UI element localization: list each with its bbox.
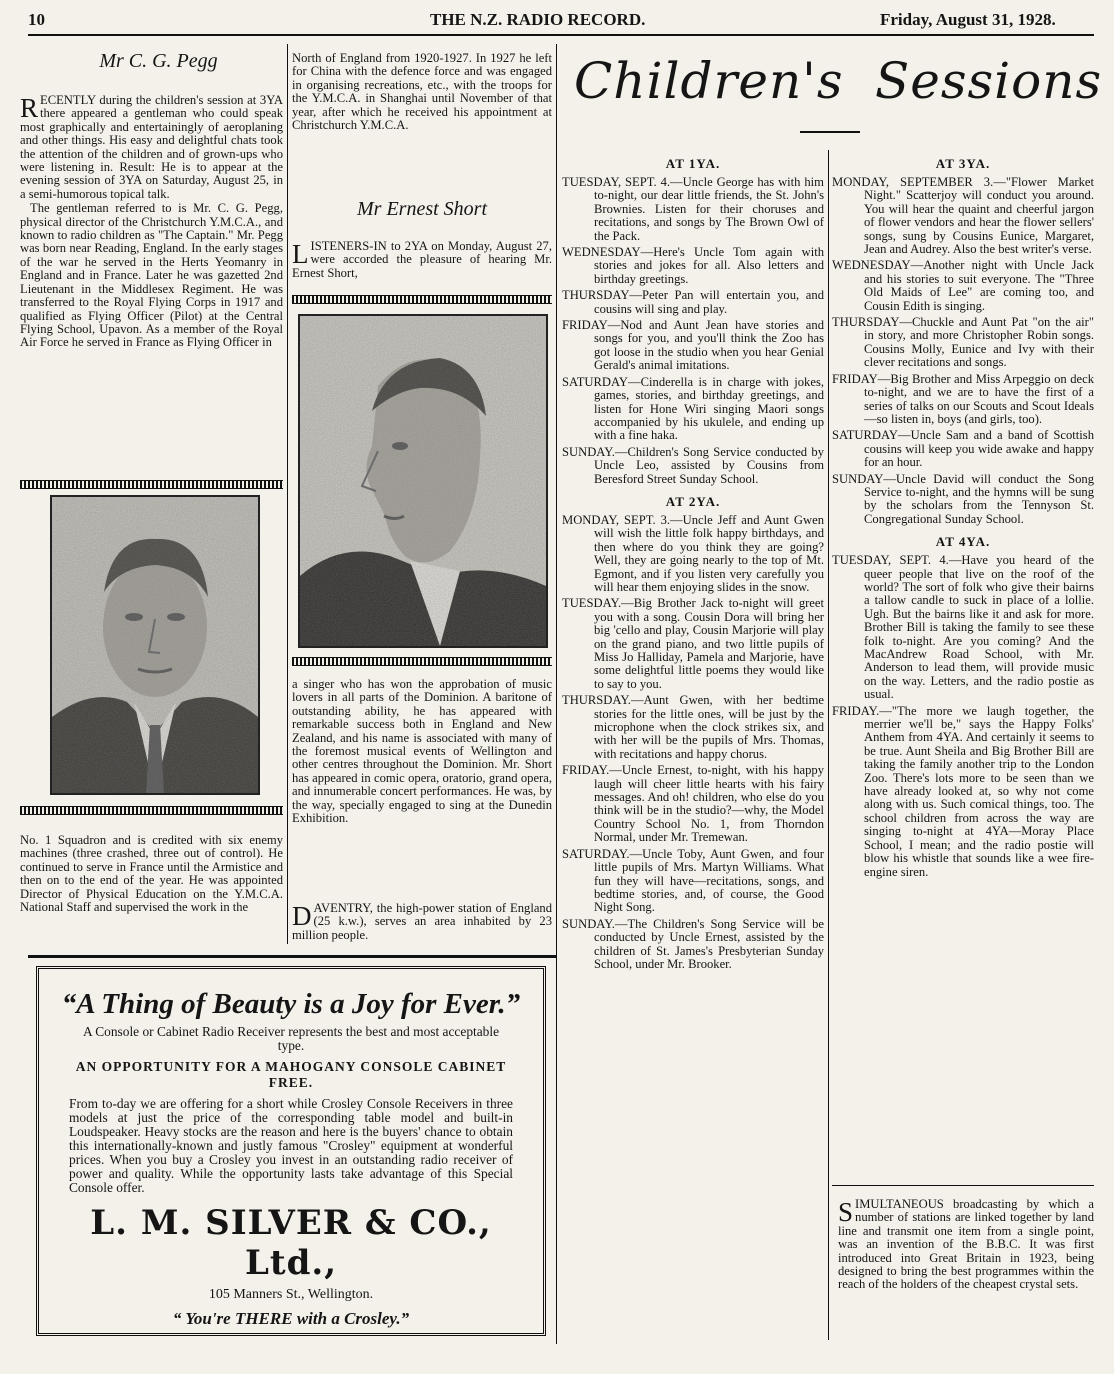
session-day: THURSDAY. [562,693,631,708]
session-day: SATURDAY. [562,846,630,861]
session-day: SUNDAY [832,471,884,486]
session-text: —Peter Pan will entertain you, and cousins will sing and play. [594,288,824,316]
issue-date: Friday, August 31, 1928. [880,10,1056,29]
session-entry [562,694,824,761]
session-text: —Uncle Ernest, to-night, with his happy laugh will cheer little hearts with his fairy messages. And oh! children, who else do you think will be in the studio?—why, the Model Country School No. 1, from Thorndon Normal, under Mr. Tremewan. [594,763,824,845]
simultaneous-dropcap: S [838,1197,854,1227]
session-entry [832,554,1094,701]
session-text: —Uncle Jeff and Aunt Gwen will wish the little folk happy birthdays, and then where do you think they are going? Well, they are going nearly to the top of Mt. Egmont, and if you listen very carefully you will hear them enjoying slides in the snow. [594,512,824,594]
daventry-dropcap: D [292,901,312,931]
session-entry [562,764,824,844]
session-text: —Aunt Gwen, with her bedtime stories for the little ones, will be just by the microphone when the clock strikes six, and with her will be the pupils of Mrs. Thomas, with recitations and happy chorus. [594,693,824,761]
ad-company: L. M. SILVER & CO., Ltd., [90,1203,492,1283]
station-3ya-list [832,176,1094,526]
pegg-paragraph-2: The gentleman referred to is Mr. C. G. Pegg, physical director of the Christchurch Y.M.C.A., and known to radio children as "The Captain." Mr. Pegg was born near Reading, England. In the early stages of the war he served in the Herts Yeomanry in England and in France. Later he was gazetted 2nd Lieutenant in the Middlesex Regiment. He was transferred to the Royal Flying Corps in 1917 and qualified as Flying Officer (Pilot) at the Central Flying School, Upavon. As a member of the Royal Air Force he served in France as Flying Officer in [20,201,283,350]
session-entry [562,597,824,691]
short-paragraph-2: a singer who has won the approbation of music lovers in all parts of the Dominion. A baritone of outstanding ability, he has appeared with remarkable success both in England and New Zealand, and his name is associated with many of the foremost musical events of Wellington and other centres throughout the Dominion. Mr. Short has appeared in comic opera, oratorio, grand opera, and innumerable concert performances. He was, by the way, specially engaged to sing at the Dunedin Exhibition. [292,677,552,826]
session-entry [562,319,824,373]
sessions-title-right: Sessions [875,52,1103,110]
station-heading-2ya: AT 2YA. [665,493,721,509]
pegg-article-col2 [292,52,552,133]
sessions-title-left: Children's [574,52,844,110]
session-text: —Children's Song Service conducted by Uncle Leo, assisted by Cousins from Beresford Street Sunday School. [594,444,824,486]
session-text: —The Children's Song Service will be conducted by Uncle Ernest, assisted by the children of St. James's Presbyterian Sunday School, under Mr. Brooker. [594,916,824,971]
station-1ya-list [562,176,824,486]
short-article-cont [292,678,552,826]
pegg-paragraph-4: North of England from 1920-1927. In 1927 he left for China with the defence force and was engaged in organising recreations, etc., with the troops for the Y.M.C.A. in Shanghai until November of that year, after which he received his appointment at Christchurch Y.M.C.A. [292,51,552,133]
session-day: SUNDAY. [562,916,615,931]
session-text: —Uncle Toby, Aunt Gwen, and four little pupils of Mrs. Martyn Williams. What fun they will have—recitations, songs, and bedtime stories, and, of course, the Good Night Song. [594,846,824,915]
session-entry [832,316,1094,370]
crosley-advertisement [36,966,546,1336]
pegg-article-cont [20,834,283,915]
masthead: THE N.Z. RADIO RECORD. [430,10,646,29]
ad-slogan: “ You're THERE with a Crosley.” [172,1309,410,1328]
session-day: FRIDAY [562,318,608,333]
session-day: TUESDAY, SEPT. 4. [562,175,671,189]
short-photo [298,314,548,648]
session-text: —Chuckle and Aunt Pat "on the air" in story, and more Christopher Robin songs. Cousins Molly, Eunice and Ivy with their clever recitations and songs. [864,315,1094,370]
session-entry [562,376,824,443]
simultaneous-rule [832,1185,1094,1186]
pegg-paragraph-1: ECENTLY during the children's session at 3YA there appeared a gentleman who could speak most graphically and entertainingly of aeroplaning and other things. His easy and delightful chats took the attention of the children and of grown-ups who were listening in. Result: He is to appear at the evening session of 3YA on Saturday, August 25, in a semi-humorous topical talk. [20,93,283,201]
short-title: Mr Ernest Short [357,198,487,220]
ad-intro: A Console or Cabinet Radio Receiver represents the best and most acceptable type. [82,1024,500,1053]
session-entry [562,176,824,243]
sessions-title-rule [800,131,860,133]
station-heading-3ya: AT 3YA. [935,156,991,171]
session-text: —Here's Uncle Tom again with stories and jokes for all. Also letters and birthday greetings. [594,245,824,286]
session-text: —Uncle David will conduct the Song Service to-night, and the hymns will be sung by the scholars from the Tennyson St. Congregational Sunday School. [864,471,1094,526]
session-day: WEDNESDAY [562,245,641,260]
ad-body: From to-day we are offering for a short while Crosley Console Receivers in three models at just the price of the corresponding table model and built-in Loudspeaker. Heavy stocks are the reason and here is the buyers' chance to obtain this internationally-known and justly famous "Crosley" equipment at wonderful prices. When you buy a Crosley you invest in an outstanding radio receiver of power and quality. While the opportunity lasts take advantage of this Special Console offer. [69,1096,513,1195]
session-text: —"Flower Market Night." Scatterjoy will conduct you around. You will hear the quaint and cheerful jargon of flower vendors and hear the flower sellers' songs, sung by Cousins Eunice, Margaret, Jean and Audrey. Also the best writer's verse. [864,175,1094,257]
session-entry [832,259,1094,313]
session-day: WEDNESDAY [832,258,911,273]
session-text: —Nod and Aunt Jean have stories and songs for you, and you'll think the Zoo has got loose in the studio when you hear Genial Gerald's animal imitations. [594,318,824,373]
pegg-dropcap: R [20,93,39,123]
ad-opportunity: AN OPPORTUNITY FOR A MAHOGANY CONSOLE CABINET FREE. [75,1059,507,1090]
sessions-col-right [832,150,1094,882]
daventry-note [292,902,552,943]
header-rule [28,34,1094,36]
session-text: —Another night with Uncle Jack and his stories to suit everyone. The "Three Old Maids of Lee" are coming too, and Cousin Edith is singing. [864,258,1094,313]
session-text: —Have you heard of the queer people that live on the roof of the world? The sort of folk who give their bairns a tallow candle to suck in place of a lollie. Ugh. But the bairns like it and ask for more. Brother Bill is taking the family to see these folk to-night. Are you coming? And the MacAndrew Road School, with Mr. Anderson to lead them, will provide music on the way. Letters, and the radio postie as usual. [864,553,1094,702]
session-day: FRIDAY. [562,763,610,778]
short-paragraph-1: ISTENERS-IN to 2YA on Monday, August 27, were accorded the pleasure of hearing Mr. Ernest Short, [292,239,552,280]
session-text: —Uncle George has with him to-night, our dear little friends, the St. John's Brownies. Listen for their choruses and recitations, and songs by The Brown Owl of the Pack. [594,175,824,243]
session-day: THURSDAY [562,288,630,303]
column-rule-3 [828,150,829,1340]
session-day: FRIDAY [832,371,878,386]
short-article [292,240,552,281]
short-photo-rule-bottom [292,657,552,666]
session-text: —Uncle Sam and a band of Scottish cousins will keep you wide awake and happy for an hour. [864,428,1094,470]
session-entry [562,246,824,286]
pegg-photo-rule-top [20,480,283,489]
session-entry [562,848,824,915]
session-entry [562,514,824,594]
page-number: 10 [28,10,45,29]
session-entry [832,705,1094,879]
session-entry [562,289,824,316]
pegg-photo-rule-bottom [20,806,283,815]
session-entry [562,918,824,972]
session-day: SUNDAY. [562,444,615,459]
simultaneous-text: IMULTANEOUS broadcasting by which a number of stations are linked together by land line and transmit one item from a single point, was an invention of the B.B.C. It was first introduced into Great Britain in 1923, being designed to bring the best programmes within the reach of the holders of the cheapest crystal sets. [838,1197,1094,1292]
session-day: TUESDAY. [562,596,622,611]
ad-headline: “A Thing of Beauty is a Joy for Ever.” [61,988,521,1020]
session-entry [832,429,1094,469]
session-day: SATURDAY [562,374,629,389]
pegg-title: Mr C. G. Pegg [99,50,218,72]
session-day: MONDAY, SEPT. 3. [562,512,671,527]
session-day: SATURDAY [832,428,899,443]
session-entry [832,473,1094,527]
session-text: —"The more we laugh together, the merrier we'll be," says the Happy Folks' Anthem from 4YA. And certainly it seems to be true. Aunt Sheila and Big Brother Bill are taking the family another trip to the London Zoo. There's lots more to be seen than we have already looked at, so why not come along with us. Such comical things, too. The school children from across the way are singing to-night at 4YA—Moray Place School, I mean; and the radio postie will blow his whistle that sounds like a wee fire-engine siren. [864,703,1094,879]
column-rule-2 [556,44,557,1344]
station-heading-4ya: AT 4YA. [935,534,991,550]
session-day: TUESDAY, SEPT. 4. [832,553,949,568]
column-rule-1 [287,44,288,944]
daventry-text: AVENTRY, the high-power station of England (25 k.w.), serves an area inhabited by 23 million people. [292,901,552,942]
pegg-article [20,94,283,351]
short-dropcap: L [292,239,309,269]
session-entry [832,176,1094,256]
station-heading-1ya: AT 1YA. [665,156,721,171]
short-photo-rule-top [292,295,552,304]
session-entry [832,373,1094,427]
section-rule-bottom [28,955,556,958]
station-2ya-list [562,514,824,971]
simultaneous-note [838,1198,1094,1293]
sessions-col-left [562,150,824,974]
pegg-paragraph-3: No. 1 Squadron and is credited with six enemy machines (three crashed, three out of control). He continued to serve in France until the Armistice and then on to the end of the year. He was appointed Director of Physical Education on the Y.M.C.A. National Staff and supervised the work in the [20,833,283,915]
session-text: —Cinderella is in charge with jokes, games, stories, and birthday greetings, and listen for Hone Wiri singing Maori songs accompanied by his ukulele, and ending up with a fine haka. [594,374,824,443]
station-4ya-list [832,554,1094,879]
session-text: —Big Brother Jack to-night will greet you with a song. Cousin Dora will bring her big 'cello and play, Cousin Marjorie will play on the grand piano, and two little pupils of Miss Jo Halliday, Pamela and Marjorie, have some delightful little poems they would like to say to you. [594,596,824,691]
session-entry [562,446,824,486]
session-text: —Big Brother and Miss Arpeggio on deck to-night, and we are to have the first of a series of talks on our Scouts and Scout Ideals—so listen in, boys (and girls, too). [864,371,1094,426]
session-day: THURSDAY [832,315,900,330]
session-day: MONDAY, SEPTEMBER 3. [832,175,994,189]
pegg-photo [50,495,260,795]
ad-address: 105 Manners St., Wellington. [208,1287,374,1302]
session-day: FRIDAY. [832,703,880,718]
